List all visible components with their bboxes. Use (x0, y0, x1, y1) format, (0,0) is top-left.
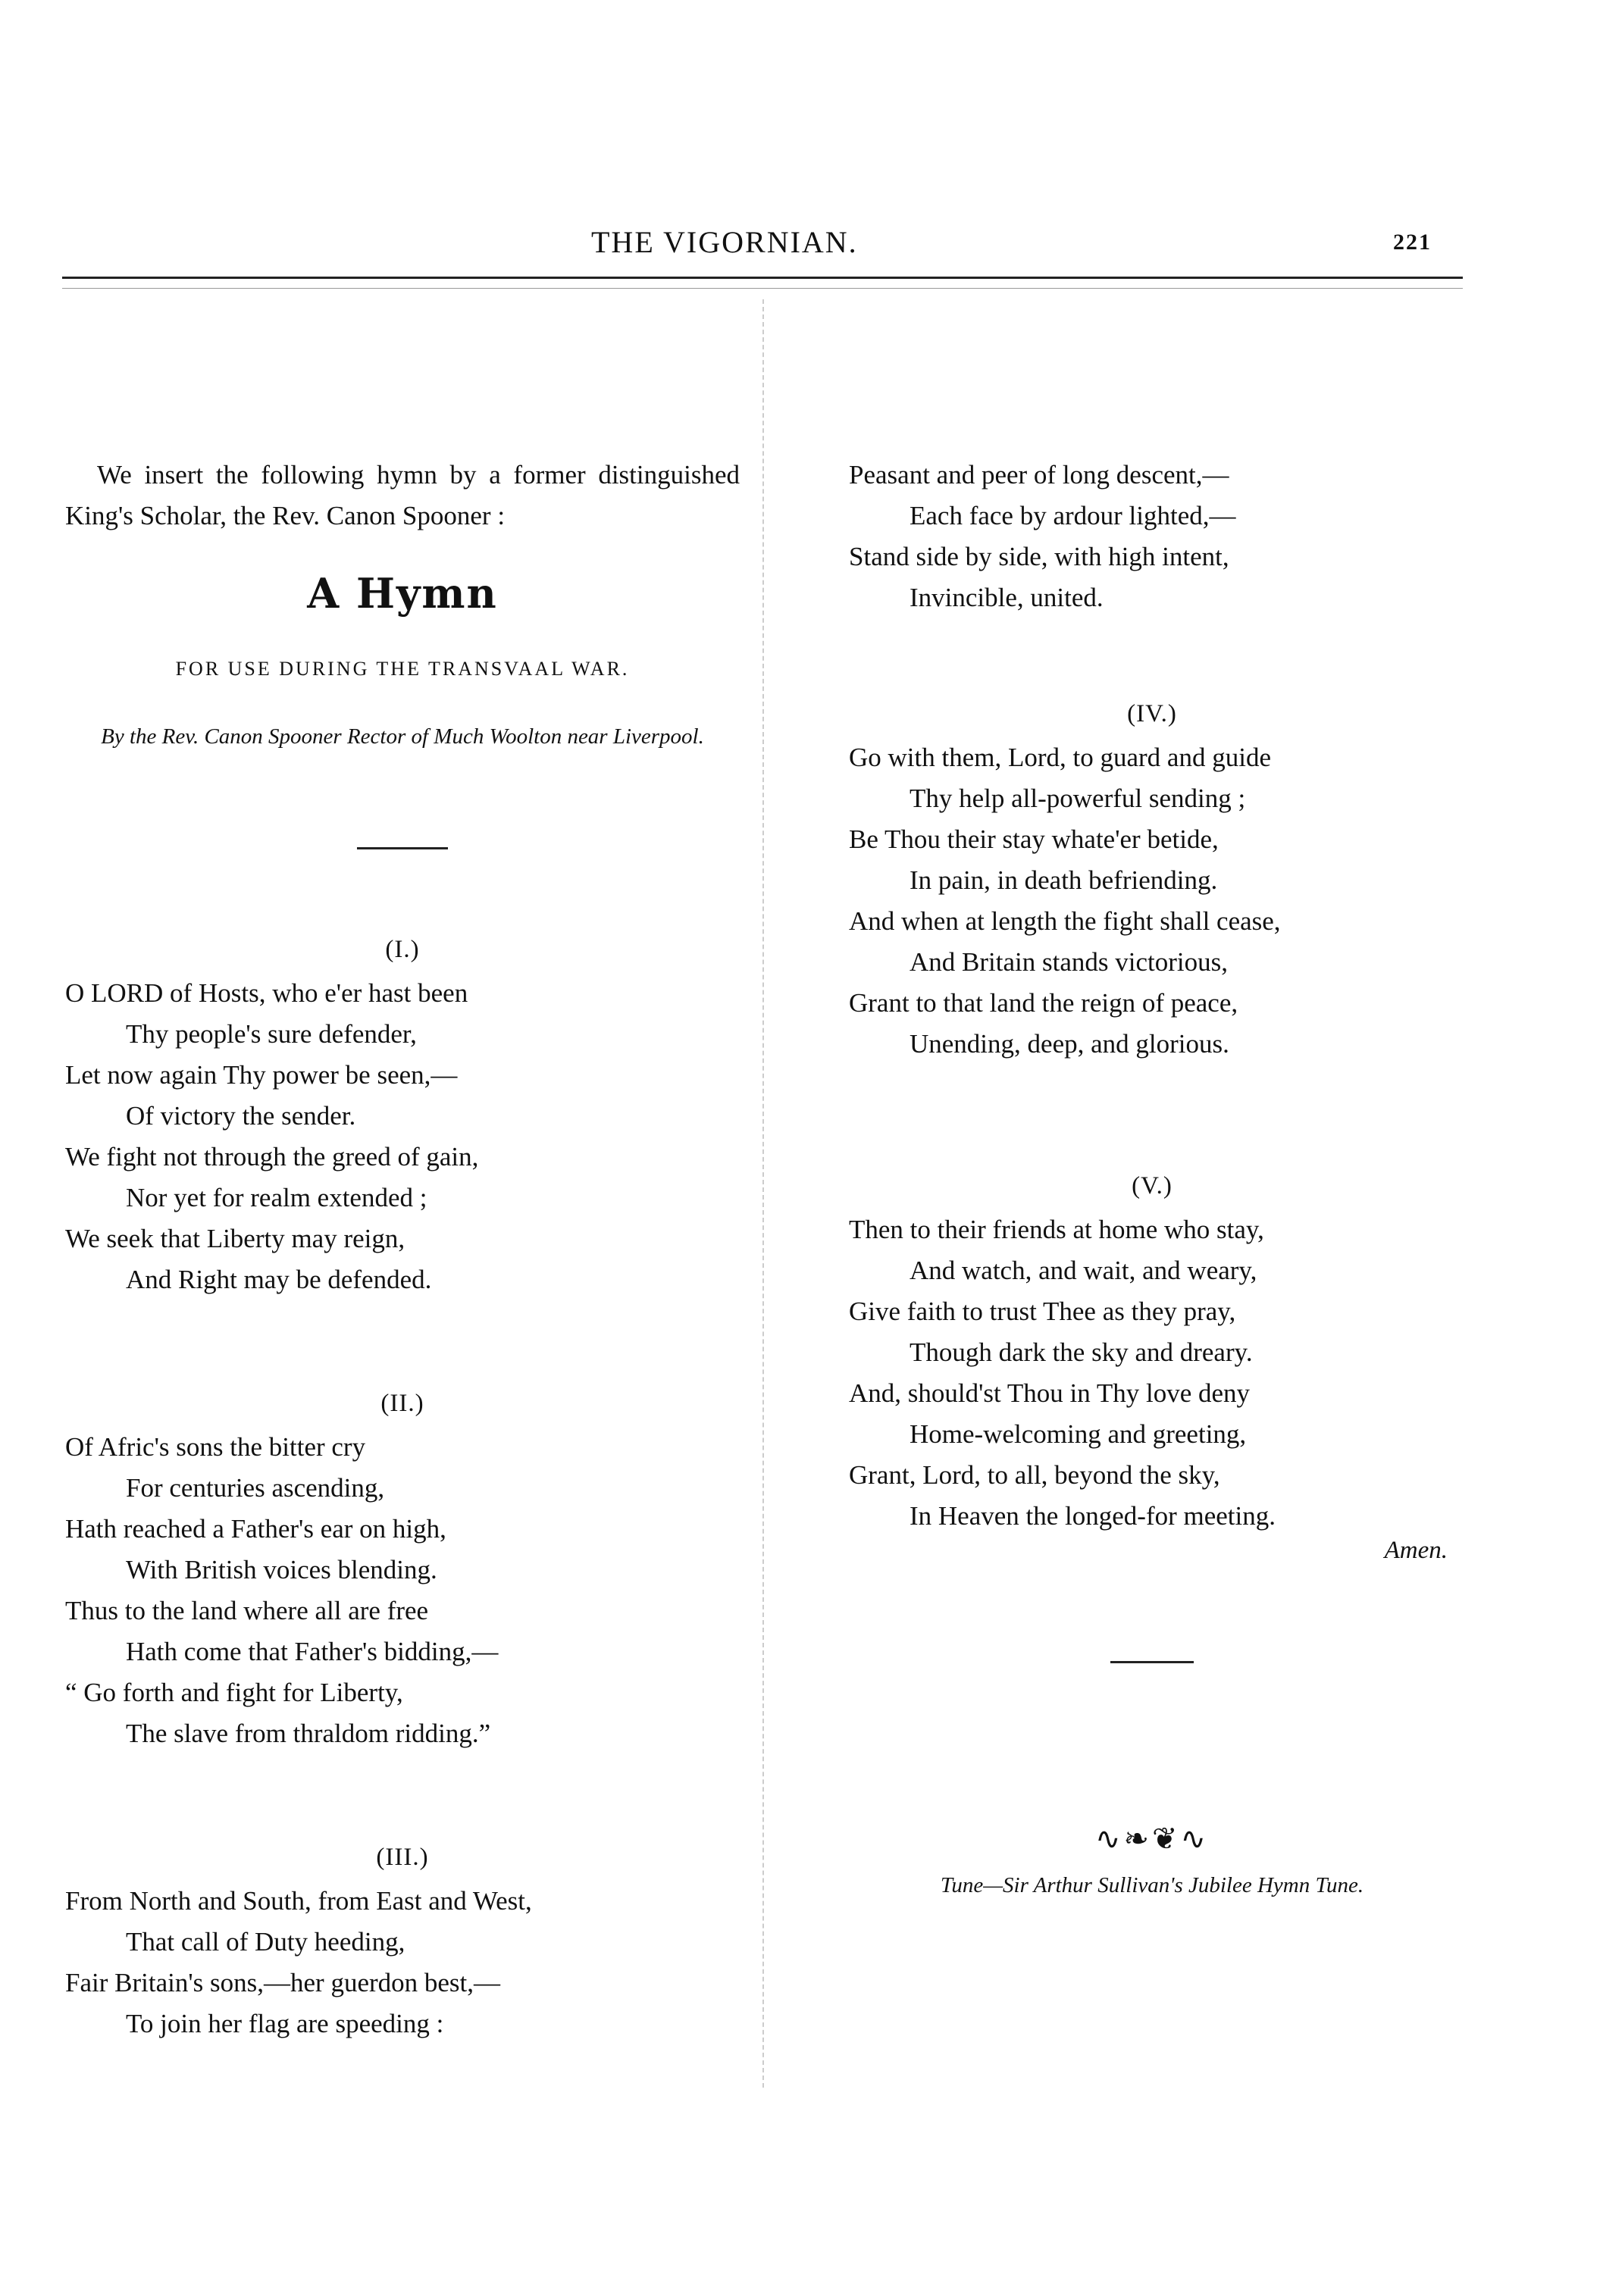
stanza-number: (I.) (385, 936, 420, 963)
stanza-line: Though dark the sky and dreary. (910, 1337, 1253, 1367)
stanza-number: (III.) (376, 1844, 429, 1871)
stanza-line: Hath reached a Father's ear on high, (65, 1514, 446, 1544)
closing-rule (1110, 1661, 1194, 1663)
stanza-line: We seek that Liberty may reign, (65, 1224, 405, 1253)
section-rule (357, 847, 448, 849)
stanza-line: Be Thou their stay whate'er betide, (849, 824, 1219, 854)
stanza-line: Thy help all-powerful sending ; (910, 784, 1246, 813)
stanza-line: Invincible, united. (910, 583, 1104, 612)
stanza-line: Of Afric's sons the bitter cry (65, 1432, 366, 1462)
running-title: THE VIGORNIAN. (591, 225, 858, 259)
stanza-line: To join her flag are speeding : (126, 2009, 444, 2038)
stanza-line: Hath come that Father's bidding,— (126, 1637, 499, 1666)
stanza-line: Thy people's sure defender, (126, 1019, 417, 1049)
stanza-number: (II.) (380, 1390, 424, 1417)
amen: Amen. (1384, 1537, 1448, 1564)
stanza-line: “ Go forth and fight for Liberty, (65, 1678, 403, 1707)
stanza-2 (65, 1390, 740, 1754)
stanza-line: The slave from thraldom ridding.” (126, 1719, 491, 1748)
stanza-line: For centuries ascending, (126, 1473, 385, 1503)
tune-attribution: Tune—Sir Arthur Sullivan's Jubilee Hymn Tune. (940, 1873, 1364, 1897)
stanza-number: (IV.) (1127, 700, 1177, 727)
stanza-line: Nor yet for realm extended ; (126, 1183, 427, 1212)
stanza-line: Grant to that land the reign of peace, (849, 988, 1238, 1018)
stanza-line: We fight not through the greed of gain, (65, 1142, 479, 1171)
right-column (849, 455, 1455, 1898)
header-rule-thin (62, 288, 1463, 289)
stanza-1 (65, 936, 740, 1300)
ornament-flourish-icon: ∿❧❦∿ (1094, 1822, 1210, 1856)
hymn-title: A Hymn (307, 569, 498, 618)
intro-paragraph: We insert the following hymn by a former distinguished King's Scholar, the Rev. Canon Spooner : (65, 460, 740, 530)
stanza-3-continued (849, 455, 1455, 618)
stanza-line: Home-welcoming and greeting, (910, 1419, 1247, 1449)
stanza-line: That call of Duty heeding, (126, 1927, 405, 1957)
stanza-3 (65, 1844, 740, 2044)
stanza-line: Peasant and peer of long descent,— (849, 460, 1229, 490)
left-column (65, 455, 740, 2044)
hymn-byline: By the Rev. Canon Spooner Rector of Much Woolton near Liverpool. (101, 724, 704, 749)
stanza-line: Give faith to trust Thee as they pray, (849, 1297, 1236, 1326)
stanza-line: Unending, deep, and glorious. (910, 1029, 1229, 1059)
page-number: 221 (1393, 230, 1432, 255)
stanza-line: Let now again Thy power be seen,— (65, 1060, 458, 1090)
stanza-line: And Britain stands victorious, (910, 947, 1228, 977)
stanza-line: With British voices blending. (126, 1555, 437, 1584)
stanza-line: Of victory the sender. (126, 1101, 356, 1131)
column-divider (762, 299, 764, 2088)
stanza-line: And, should'st Thou in Thy love deny (849, 1378, 1251, 1408)
stanza-line: Each face by ardour lighted,— (910, 501, 1236, 530)
hymn-subtitle: FOR USE DURING THE TRANSVAAL WAR. (175, 658, 630, 680)
stanza-line: O LORD of Hosts, who e'er hast been (65, 978, 468, 1008)
stanza-line: In Heaven the longed-for meeting. (910, 1501, 1276, 1531)
stanza-number: (V.) (1132, 1172, 1173, 1200)
stanza-line: And watch, and wait, and weary, (910, 1256, 1257, 1285)
stanza-4 (849, 700, 1455, 1065)
stanza-line: Grant, Lord, to all, beyond the sky, (849, 1460, 1220, 1490)
stanza-line: And Right may be defended. (126, 1265, 432, 1294)
stanza-line: Stand side by side, with high intent, (849, 542, 1229, 571)
header-rule (62, 277, 1463, 279)
stanza-line: Thus to the land where all are free (65, 1596, 429, 1625)
stanza-line: In pain, in death befriending. (910, 865, 1218, 895)
stanza-5 (849, 1172, 1455, 1567)
stanza-line: From North and South, from East and West, (65, 1886, 532, 1916)
stanza-line: Fair Britain's sons,—her guerdon best,— (65, 1968, 501, 1997)
stanza-line: Then to their friends at home who stay, (849, 1215, 1264, 1244)
stanza-line: Go with them, Lord, to guard and guide (849, 743, 1271, 772)
stanza-line: And when at length the fight shall cease, (849, 906, 1281, 936)
